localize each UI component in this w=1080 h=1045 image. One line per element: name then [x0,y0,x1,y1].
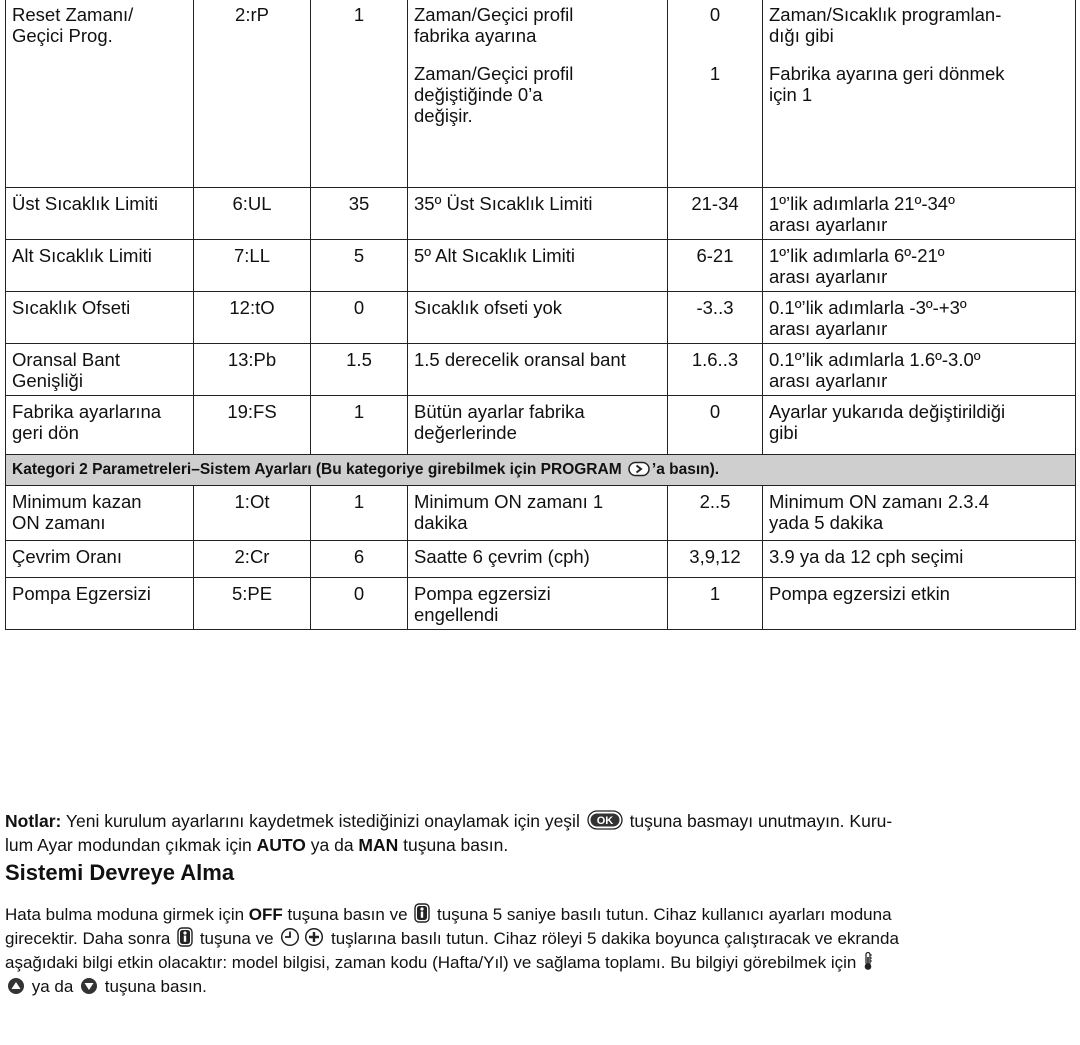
svg-text:OK: OK [596,815,613,827]
options-explain-cell: 1º’lik adımlarla 6º-21º arası ayarlanır [763,240,1076,292]
notes-paragraph: Notlar: Yeni kurulum ayarlarını kaydetmek istediğinizi onaylamak için yeşil OK tuşuna basmayı unutmayın. Kuru- lum Ayar modundan çıkmak için AUTO ya da MAN tuşuna basın. [5,811,893,855]
thermometer-icon [863,951,873,971]
param-name-cell: Oransal Bant Genişliği [6,344,194,396]
default-value-cell: 6 [311,541,408,578]
default-desc-cell: Sıcaklık ofseti yok [408,292,668,344]
param-code-cell: 13:Pb [194,344,311,396]
default-value-cell: 0 [311,292,408,344]
category1-rows [6,0,1076,455]
options-explain-cell: Ayarlar yukarıda değiştirildiği gibi [763,396,1076,455]
off-key-label: OFF [248,905,283,924]
arrow-right-button-icon [628,461,650,477]
param-code-cell: 2:Cr [194,541,311,578]
param-code-cell: 19:FS [194,396,311,455]
up-arrow-button-icon [7,977,25,995]
table-row [6,541,1076,578]
default-desc-cell: 35º Üst Sıcaklık Limiti [408,188,668,240]
param-code-cell: 6:UL [194,188,311,240]
default-desc-cell: 1.5 derecelik oransal bant [408,344,668,396]
options-cell: -3..3 [668,292,763,344]
options-cell: 21-34 [668,188,763,240]
man-key-label: MAN [358,835,399,855]
options-cell: 2..5 [668,486,763,541]
param-name-cell: Fabrika ayarlarına geri dön [6,396,194,455]
category2-header-row [6,455,1076,486]
table-row [6,292,1076,344]
parameter-table [5,0,1076,630]
category2-header: Kategori 2 Parametreleri–Sistem Ayarları (Bu kategoriye girebilmek için PROGRAM ’a basın). [6,455,1076,486]
commissioning-paragraph: Hata bulma moduna girmek için OFF tuşuna basın ve tuşuna 5 saniye basılı tutun. Cihaz kullanıcı ayarları moduna girecektir. Daha sonra tuşuna ve tuşlarına basılı tutun. Cihaz röleyi 5 dakika boyunca çalıştıracak ve ekranda aşağıdaki bilgi etkin olacaktır: model bilgisi, zaman kodu (Hafta/Yıl) ve sağlama toplamı. Bu bilgiyi görebilmek için ya da tuşuna basın. [5,905,899,996]
default-desc-cell: Pompa egzersizi engellendi [408,578,668,630]
default-value-cell: 35 [311,188,408,240]
options-explain-cell: 3.9 ya da 12 cph seçimi [763,541,1076,578]
auto-key-label: AUTO [256,835,306,855]
info-button-icon [177,927,193,947]
default-value-cell: 5 [311,240,408,292]
info-button-icon [414,903,430,923]
param-name-cell: Üst Sıcaklık Limiti [6,188,194,240]
table-row [6,344,1076,396]
table-row [6,578,1076,630]
default-desc-cell: Saatte 6 çevrim (cph) [408,541,668,578]
param-name-cell: Pompa Egzersizi [6,578,194,630]
options-cell: 1 [668,578,763,630]
table-row [6,188,1076,240]
options-explain-cell: 0.1º’lik adımlarla -3º-+3º arası ayarlanır [763,292,1076,344]
default-desc-cell: Minimum ON zamanı 1 dakika [408,486,668,541]
table-row [6,486,1076,541]
down-arrow-button-icon [80,977,98,995]
default-desc-cell: Zaman/Geçici profil fabrika ayarına Zaman/Geçici profil değiştiğinde 0’a değişir. [408,0,668,188]
param-code-cell: 2:rP [194,0,311,188]
param-code-cell: 7:LL [194,240,311,292]
param-name-cell: Sıcaklık Ofseti [6,292,194,344]
param-code-cell: 5:PE [194,578,311,630]
table-row [6,240,1076,292]
param-name-cell: Çevrim Oranı [6,541,194,578]
table-row [6,396,1076,455]
ok-button-icon [587,810,623,830]
param-code-cell: 12:tO [194,292,311,344]
param-name-cell: Alt Sıcaklık Limiti [6,240,194,292]
options-cell: 1.6..3 [668,344,763,396]
category2-rows [6,486,1076,630]
default-value-cell: 1.5 [311,344,408,396]
default-value-cell: 1 [311,486,408,541]
options-cell: 0 1 [668,0,763,188]
clock-icon [280,927,300,947]
options-explain-cell: Zaman/Sıcaklık programlan- dığı gibi Fabrika ayarına geri dönmek için 1 [763,0,1076,188]
default-desc-cell: 5º Alt Sıcaklık Limiti [408,240,668,292]
table-row [6,0,1076,188]
options-explain-cell: 0.1º’lik adımlarla 1.6º-3.0º arası ayarlanır [763,344,1076,396]
options-explain-cell: 1º’lik adımlarla 21º-34º arası ayarlanır [763,188,1076,240]
param-name-cell: Minimum kazan ON zamanı [6,486,194,541]
param-code-cell: 1:Ot [194,486,311,541]
default-value-cell: 1 [311,396,408,455]
plus-button-icon [304,927,324,947]
options-cell: 0 [668,396,763,455]
notes-label: Notlar: [5,811,62,831]
default-value-cell: 0 [311,578,408,630]
options-cell: 6-21 [668,240,763,292]
section-title: Sistemi Devreye Alma [5,860,235,885]
options-explain-cell: Pompa egzersizi etkin [763,578,1076,630]
options-explain-cell: Minimum ON zamanı 2.3.4 yada 5 dakika [763,486,1076,541]
default-value-cell: 1 [311,0,408,188]
default-desc-cell: Bütün ayarlar fabrika değerlerinde [408,396,668,455]
param-name-cell: Reset Zamanı/ Geçici Prog. [6,0,194,188]
options-cell: 3,9,12 [668,541,763,578]
